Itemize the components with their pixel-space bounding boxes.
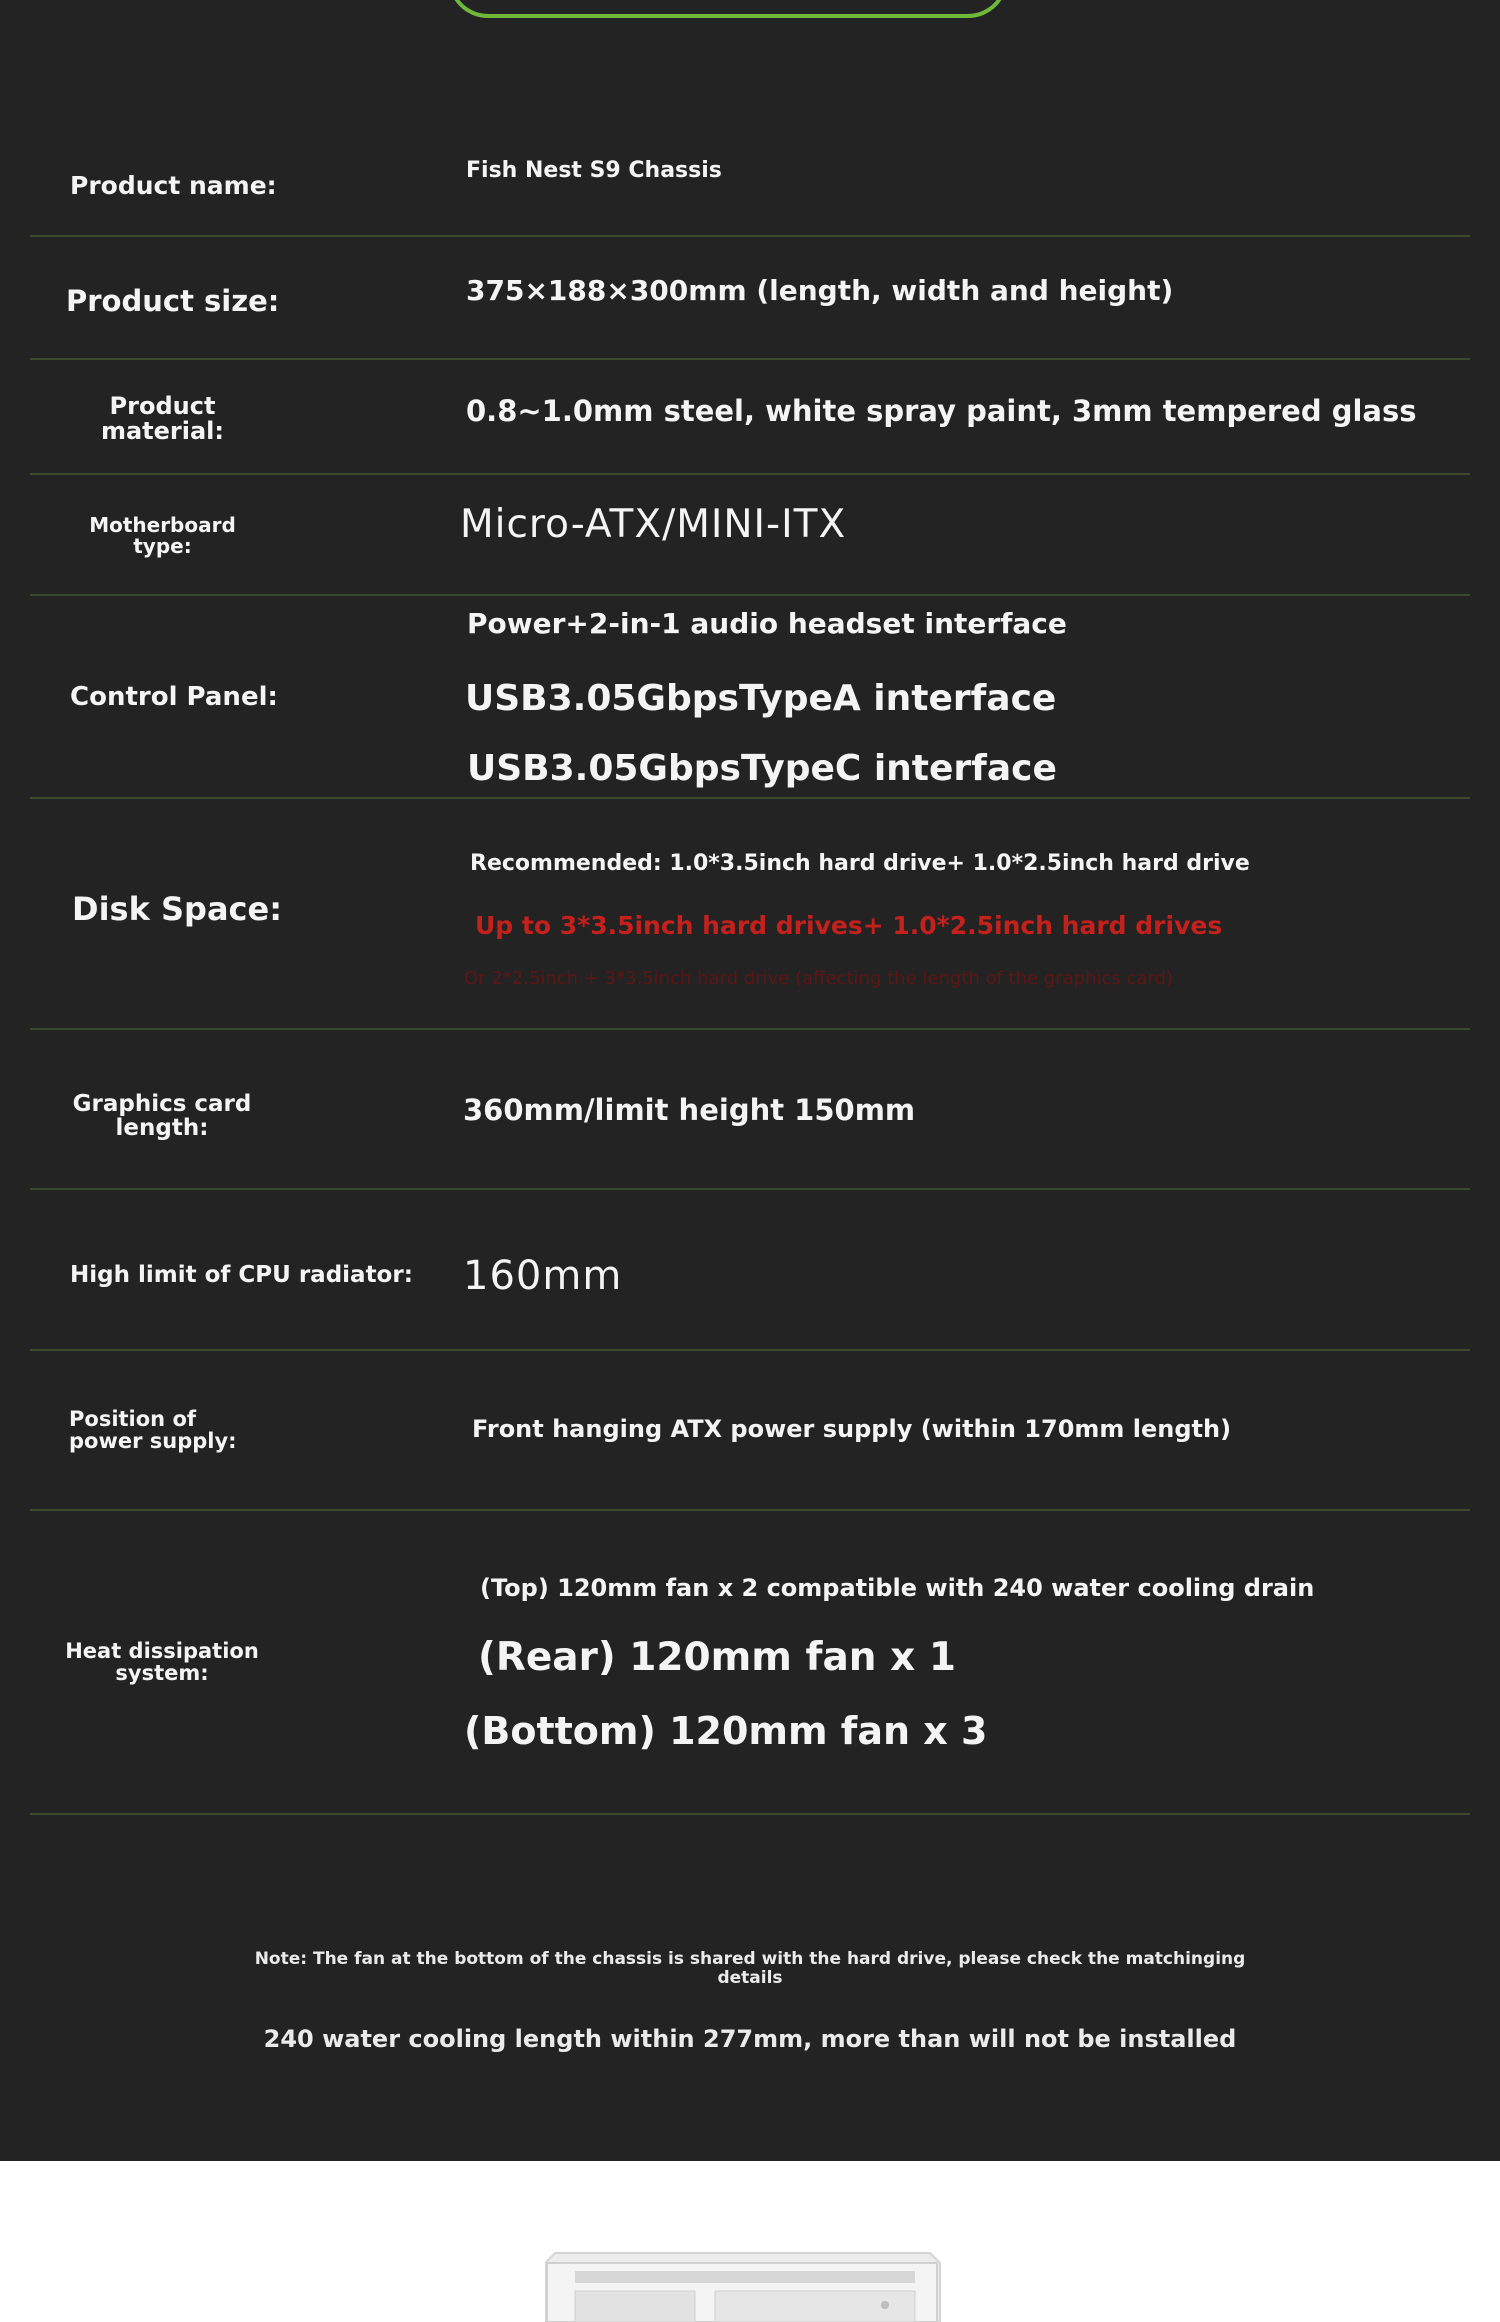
disk-space-alternative: Or 2*2.5inch + 3*3.5inch hard drive (affecting the length of the graphics card) (464, 968, 1173, 989)
divider (30, 594, 1470, 596)
control-panel-usb-typec: USB3.05GbpsTypeC interface (467, 748, 1057, 789)
heat-dissipation-top: (Top) 120mm fan x 2 compatible with 240 water cooling drain (480, 1574, 1315, 1602)
motherboard-type-label-line1: Motherboard (89, 513, 236, 537)
graphics-card-label-line2: length: (115, 1115, 209, 1142)
control-panel-label: Control Panel: (70, 682, 278, 712)
divider (30, 797, 1470, 799)
graphics-card-value: 360mm/limit height 150mm (463, 1093, 916, 1127)
divider (30, 1813, 1470, 1815)
power-supply-label (69, 1408, 237, 1452)
divider (30, 1028, 1470, 1030)
top-decorative-pill (448, 0, 1008, 18)
motherboard-type-value: Micro-ATX/MINI-ITX (460, 502, 847, 547)
divider (30, 1188, 1470, 1190)
motherboard-type-label-line2: type: (133, 534, 192, 558)
heat-dissipation-label-line2: system: (115, 1661, 209, 1686)
control-panel-power-audio: Power+2-in-1 audio headset interface (467, 607, 1067, 640)
bottom-fan-note-line1: Note: The fan at the bottom of the chassis is shared with the hard drive, please check the matchinging (254, 1949, 1246, 1969)
product-material-label (90, 394, 235, 444)
divider (30, 473, 1470, 475)
cpu-radiator-label: High limit of CPU radiator: (70, 1262, 413, 1288)
divider (30, 358, 1470, 360)
heat-dissipation-label (62, 1640, 262, 1684)
product-material-label-line2: material: (100, 417, 225, 446)
power-supply-label-line2: power supply: (69, 1429, 237, 1454)
divider (30, 1509, 1470, 1511)
heat-dissipation-rear: (Rear) 120mm fan x 1 (478, 1635, 957, 1680)
product-material-value: 0.8~1.0mm steel, white spray paint, 3mm tempered glass (466, 394, 1417, 428)
power-supply-value: Front hanging ATX power supply (within 170mm length) (472, 1415, 1232, 1443)
chassis-product-image (545, 2235, 945, 2322)
disk-space-max: Up to 3*3.5inch hard drives+ 1.0*2.5inch hard drives (475, 911, 1223, 940)
product-size-label: Product size: (66, 284, 280, 318)
bottom-fan-note-line2: details (717, 1967, 783, 1988)
bottom-fan-note (0, 1950, 1500, 1987)
water-cooling-note: 240 water cooling length within 277mm, more than will not be installed (263, 2025, 1237, 2053)
product-name-label: Product name: (70, 171, 277, 200)
product-material-label-line1: Product (109, 392, 216, 420)
graphics-card-label-line1: Graphics card (72, 1091, 252, 1117)
divider (30, 235, 1470, 237)
motherboard-type-label (80, 515, 245, 557)
product-size-value: 375×188×300mm (length, width and height) (466, 274, 1174, 307)
control-panel-usb-typea: USB3.05GbpsTypeA interface (465, 678, 1057, 719)
heat-dissipation-label-line1: Heat dissipation (65, 1639, 259, 1663)
product-name-value: Fish Nest S9 Chassis (466, 158, 722, 183)
power-supply-label-line1: Position of (69, 1407, 197, 1431)
disk-space-label: Disk Space: (72, 890, 283, 928)
graphics-card-label (72, 1092, 252, 1140)
disk-space-recommended: Recommended: 1.0*3.5inch hard drive+ 1.0*2.5inch hard drive (470, 851, 1250, 876)
heat-dissipation-bottom: (Bottom) 120mm fan x 3 (464, 1709, 988, 1753)
cpu-radiator-value: 160mm (463, 1253, 623, 1299)
divider (30, 1349, 1470, 1351)
